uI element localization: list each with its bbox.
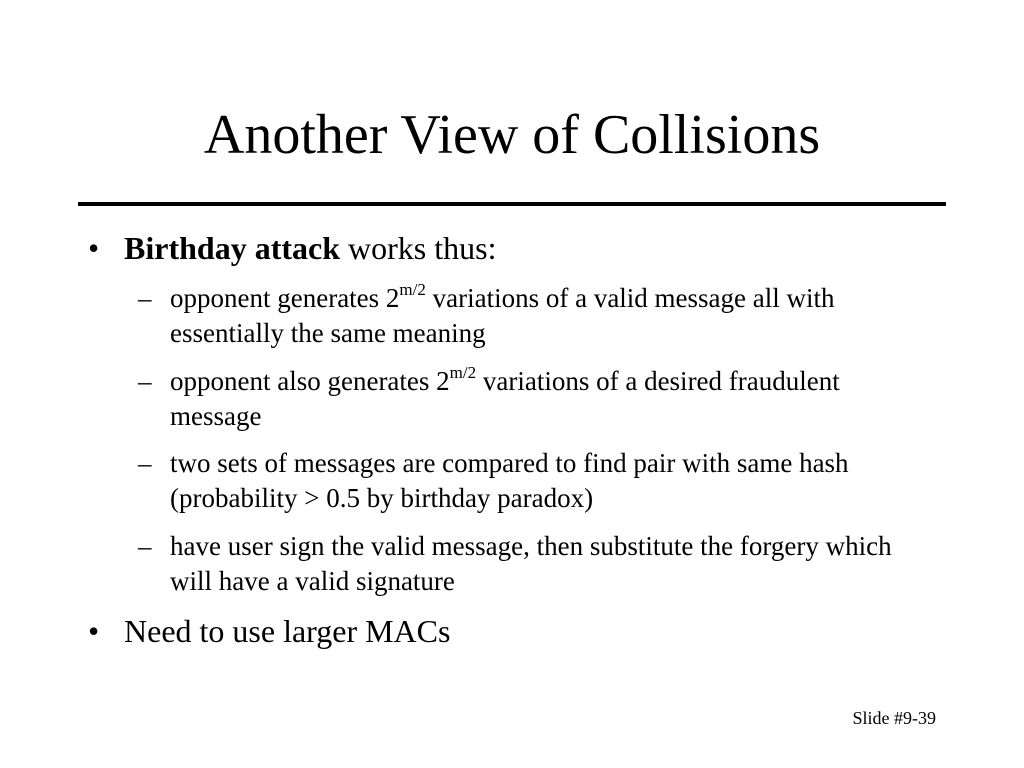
bullet-marker: • [88, 230, 100, 266]
sub-bullet-text: two sets of messages are compared to find pair with same hash (probability > 0.5 by birthday paradox) [170, 448, 849, 513]
sub-bullet-text [170, 281, 920, 351]
bullet-bold-term: Birthday attack [124, 230, 340, 266]
sub-bullet-marker: – [138, 531, 152, 561]
sub-bullet-text-post: variations of a desired fraudulent message [170, 366, 840, 431]
bullet-marker: • [88, 613, 100, 649]
bullet-text: Need to use larger MACs [124, 613, 451, 649]
sub-bullet-text: have user sign the valid message, then substitute the forgery which will have a valid signature [170, 531, 892, 596]
sub-bullet-text-post: variations of a valid message all with essentially the same meaning [170, 283, 835, 348]
sub-bullet-text-pre: opponent also generates 2 [170, 366, 450, 396]
exponent: m/2 [399, 280, 426, 299]
slide-title: Another View of Collisions [203, 104, 821, 166]
sub-bullet-text [170, 364, 920, 434]
title-divider [78, 202, 946, 206]
slide-number: Slide #9-39 [852, 708, 936, 728]
sub-bullet-text-pre: opponent generates 2 [170, 283, 400, 313]
sub-bullet-marker: – [138, 366, 152, 396]
exponent: m/2 [449, 363, 477, 382]
sub-bullet-marker: – [138, 448, 152, 478]
sub-bullet-marker: – [138, 283, 152, 313]
bullet-rest: works thus: [340, 230, 497, 266]
bullet-text [124, 229, 496, 267]
